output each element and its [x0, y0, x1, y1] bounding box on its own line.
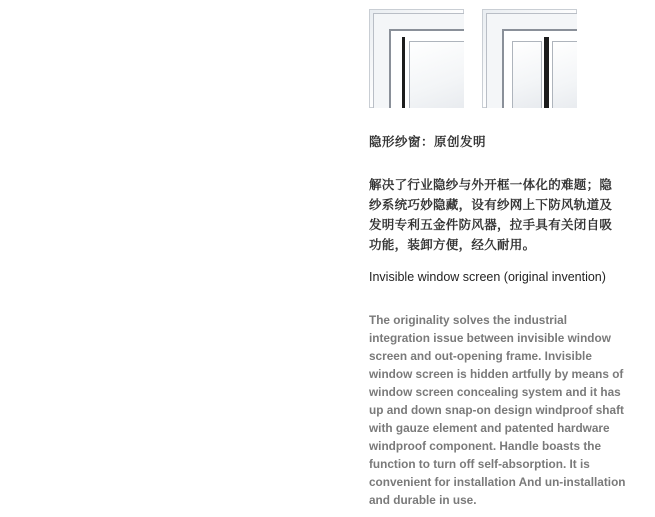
glass-pane-right — [552, 41, 577, 108]
cn-heading: 隐形纱窗：原创发明 — [369, 134, 487, 149]
cn-description: 解决了行业隐纱与外开框一体化的难题；隐纱系统巧妙隐藏，设有纱网上下防风轨道及发明专利五金件防风器，拉手具有关闭自吸功能，装卸方便，经久耐用。 — [369, 177, 613, 252]
window-frame-photo-1 — [369, 9, 464, 108]
screen-track-bar — [402, 37, 405, 108]
en-description: The originality solves the industrial integration issue between invisible window screen and out-opening frame. Invisible window screen is hidden artfully by means of window screen concealing system and it has up and down snap-on design windproof shaft with gauze element and patented hardware windproof component. Handle boasts the function to turn off self-absorption. It is convenient for installation And un-installation and durable in use. — [369, 313, 626, 507]
glass-pane-left — [512, 41, 542, 108]
screen-track-bar — [544, 37, 549, 108]
en-heading: Invisible window screen (original invention) — [369, 270, 606, 284]
window-frame-photo-2 — [482, 9, 577, 108]
glass-pane — [409, 41, 464, 108]
